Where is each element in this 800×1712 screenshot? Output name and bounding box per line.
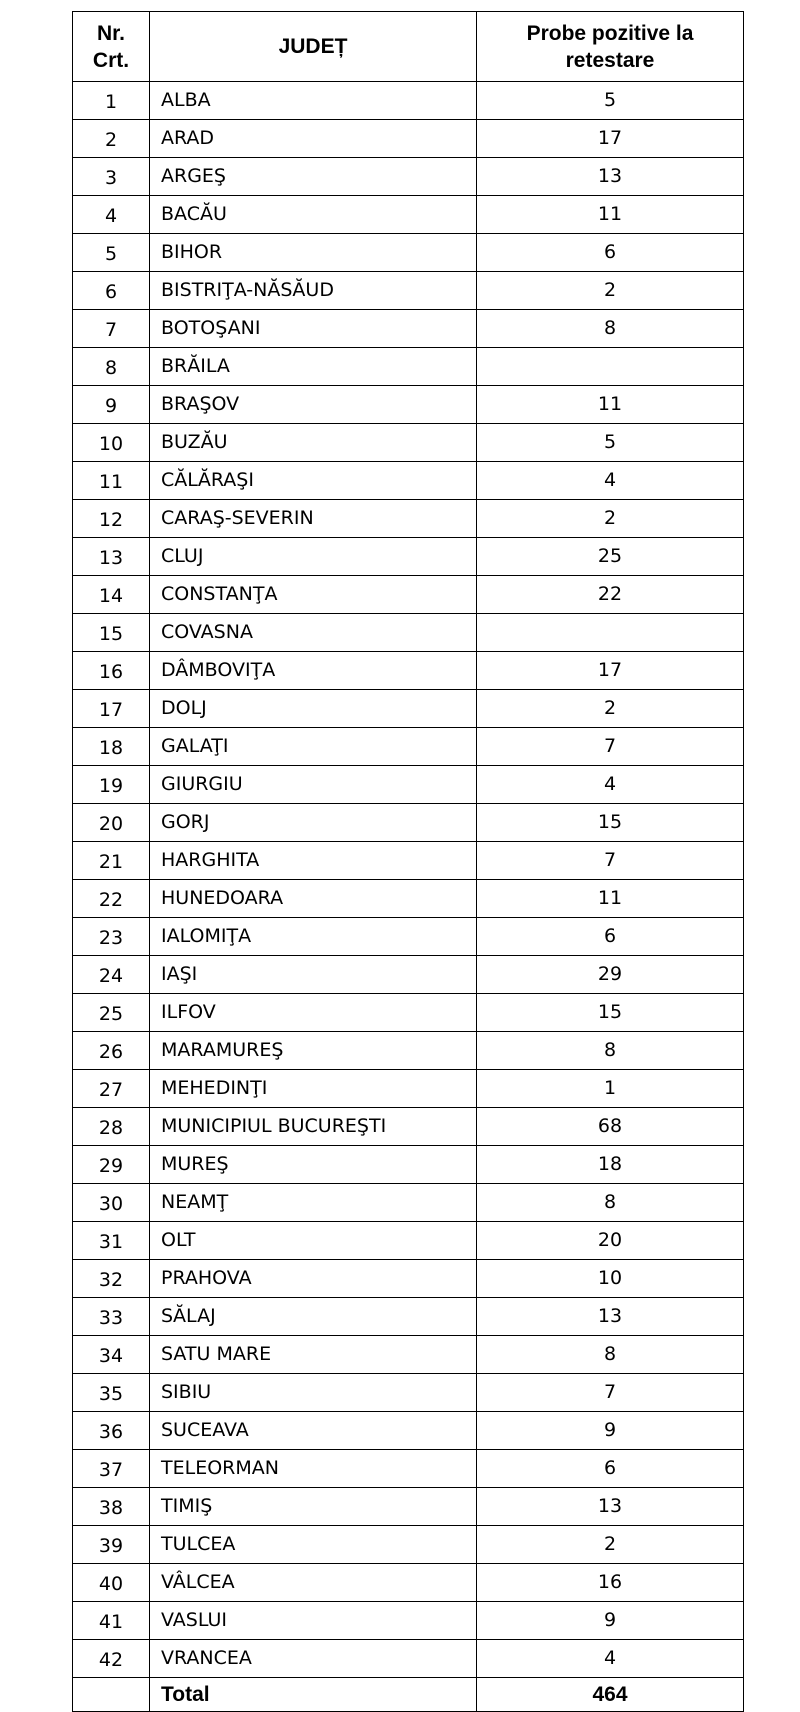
positive-count-cell: 11 (477, 880, 744, 918)
county-name-cell: ARAD (150, 120, 477, 158)
positive-count-cell: 11 (477, 386, 744, 424)
total-row (73, 1678, 744, 1712)
table-row (73, 1146, 744, 1184)
table-row (73, 804, 744, 842)
table-row (73, 462, 744, 500)
table-row (73, 348, 744, 386)
table-row (73, 538, 744, 576)
row-number-cell: 2 (73, 120, 150, 158)
row-number-cell: 31 (73, 1222, 150, 1260)
county-name-cell: BRAŞOV (150, 386, 477, 424)
retest-results-table (72, 11, 744, 1712)
positive-count-cell: 9 (477, 1602, 744, 1640)
county-name-cell: NEAMŢ (150, 1184, 477, 1222)
county-name-cell: TIMIŞ (150, 1488, 477, 1526)
county-name-cell: HARGHITA (150, 842, 477, 880)
positive-count-cell: 17 (477, 652, 744, 690)
county-name-cell: TULCEA (150, 1526, 477, 1564)
row-number-cell: 36 (73, 1412, 150, 1450)
positive-count-cell: 13 (477, 1298, 744, 1336)
row-number-cell: 12 (73, 500, 150, 538)
header-probe-pozitive (477, 12, 744, 82)
table-row (73, 1602, 744, 1640)
county-name-cell: BIHOR (150, 234, 477, 272)
county-name-cell: GALAŢI (150, 728, 477, 766)
table-row (73, 158, 744, 196)
positive-count-cell: 9 (477, 1412, 744, 1450)
positive-count-cell: 8 (477, 1336, 744, 1374)
table-header-row (73, 12, 744, 82)
table-row (73, 614, 744, 652)
row-number-cell: 39 (73, 1526, 150, 1564)
county-name-cell: IALOMIŢA (150, 918, 477, 956)
row-number-cell: 4 (73, 196, 150, 234)
table-row (73, 576, 744, 614)
table-row (73, 120, 744, 158)
positive-count-cell: 15 (477, 804, 744, 842)
county-name-cell: HUNEDOARA (150, 880, 477, 918)
table-row (73, 842, 744, 880)
positive-count-cell: 17 (477, 120, 744, 158)
row-number-cell: 35 (73, 1374, 150, 1412)
row-number-cell: 5 (73, 234, 150, 272)
row-number-cell: 9 (73, 386, 150, 424)
county-name-cell: SIBIU (150, 1374, 477, 1412)
positive-count-cell: 68 (477, 1108, 744, 1146)
row-number-cell: 14 (73, 576, 150, 614)
positive-count-cell: 4 (477, 462, 744, 500)
row-number-cell: 19 (73, 766, 150, 804)
county-name-cell: ILFOV (150, 994, 477, 1032)
positive-count-cell: 15 (477, 994, 744, 1032)
table-row (73, 196, 744, 234)
table-row (73, 310, 744, 348)
table-row (73, 766, 744, 804)
table-row (73, 1184, 744, 1222)
row-number-cell: 33 (73, 1298, 150, 1336)
positive-count-cell: 8 (477, 1032, 744, 1070)
county-name-cell: ALBA (150, 82, 477, 120)
table-row (73, 1298, 744, 1336)
table-row (73, 956, 744, 994)
table-body (73, 82, 744, 1712)
positive-count-cell: 4 (477, 1640, 744, 1678)
positive-count-cell: 16 (477, 1564, 744, 1602)
positive-count-cell: 2 (477, 500, 744, 538)
row-number-cell: 25 (73, 994, 150, 1032)
table-row (73, 880, 744, 918)
positive-count-cell: 2 (477, 272, 744, 310)
county-name-cell: CONSTANŢA (150, 576, 477, 614)
county-name-cell: BOTOŞANI (150, 310, 477, 348)
total-value: 464 (477, 1678, 744, 1712)
row-number-cell: 1 (73, 82, 150, 120)
table-row (73, 1450, 744, 1488)
positive-count-cell: 7 (477, 842, 744, 880)
row-number-cell: 42 (73, 1640, 150, 1678)
row-number-cell: 16 (73, 652, 150, 690)
row-number-cell: 7 (73, 310, 150, 348)
positive-count-cell: 6 (477, 918, 744, 956)
county-name-cell: SĂLAJ (150, 1298, 477, 1336)
row-number-cell: 40 (73, 1564, 150, 1602)
positive-count-cell: 2 (477, 1526, 744, 1564)
row-number-cell: 17 (73, 690, 150, 728)
row-number-cell: 6 (73, 272, 150, 310)
row-number-cell: 11 (73, 462, 150, 500)
positive-count-cell (477, 348, 744, 386)
positive-count-cell: 2 (477, 690, 744, 728)
county-name-cell: CARAŞ-SEVERIN (150, 500, 477, 538)
positive-count-cell: 13 (477, 1488, 744, 1526)
header-nr-line-1: Nr. (96, 21, 125, 45)
county-name-cell: DÂMBOVIŢA (150, 652, 477, 690)
positive-count-cell: 6 (477, 1450, 744, 1488)
row-number-cell: 34 (73, 1336, 150, 1374)
row-number-cell: 21 (73, 842, 150, 880)
county-name-cell: CĂLĂRAŞI (150, 462, 477, 500)
county-name-cell: OLT (150, 1222, 477, 1260)
positive-count-cell: 7 (477, 728, 744, 766)
header-nr-line-2: Crt. (92, 48, 130, 72)
table-row (73, 1564, 744, 1602)
county-name-cell: MUREŞ (150, 1146, 477, 1184)
positive-count-cell: 13 (477, 158, 744, 196)
row-number-cell: 32 (73, 1260, 150, 1298)
row-number-cell: 13 (73, 538, 150, 576)
table-row (73, 1032, 744, 1070)
header-probe-line-2: retestare (565, 48, 655, 72)
table-row (73, 1260, 744, 1298)
county-name-cell: PRAHOVA (150, 1260, 477, 1298)
row-number-cell: 26 (73, 1032, 150, 1070)
total-label: Total (150, 1678, 477, 1712)
total-empty-cell (73, 1678, 150, 1712)
county-name-cell: IAŞI (150, 956, 477, 994)
positive-count-cell: 5 (477, 82, 744, 120)
row-number-cell: 27 (73, 1070, 150, 1108)
table-row (73, 1526, 744, 1564)
county-name-cell: GIURGIU (150, 766, 477, 804)
positive-count-cell: 8 (477, 310, 744, 348)
county-name-cell: MEHEDINŢI (150, 1070, 477, 1108)
row-number-cell: 20 (73, 804, 150, 842)
county-name-cell: VRANCEA (150, 1640, 477, 1678)
county-name-cell: VÂLCEA (150, 1564, 477, 1602)
row-number-cell: 37 (73, 1450, 150, 1488)
table-row (73, 1640, 744, 1678)
county-name-cell: BRĂILA (150, 348, 477, 386)
row-number-cell: 10 (73, 424, 150, 462)
row-number-cell: 23 (73, 918, 150, 956)
positive-count-cell (477, 614, 744, 652)
county-name-cell: COVASNA (150, 614, 477, 652)
positive-count-cell: 18 (477, 1146, 744, 1184)
county-name-cell: MUNICIPIUL BUCUREŞTI (150, 1108, 477, 1146)
header-nr-crt (73, 12, 150, 82)
table-row (73, 1108, 744, 1146)
positive-count-cell: 20 (477, 1222, 744, 1260)
positive-count-cell: 1 (477, 1070, 744, 1108)
row-number-cell: 8 (73, 348, 150, 386)
row-number-cell: 3 (73, 158, 150, 196)
county-name-cell: MARAMUREŞ (150, 1032, 477, 1070)
table-row (73, 82, 744, 120)
row-number-cell: 28 (73, 1108, 150, 1146)
county-name-cell: SATU MARE (150, 1336, 477, 1374)
positive-count-cell: 7 (477, 1374, 744, 1412)
row-number-cell: 22 (73, 880, 150, 918)
county-name-cell: VASLUI (150, 1602, 477, 1640)
positive-count-cell: 11 (477, 196, 744, 234)
row-number-cell: 18 (73, 728, 150, 766)
row-number-cell: 41 (73, 1602, 150, 1640)
positive-count-cell: 29 (477, 956, 744, 994)
table-row (73, 728, 744, 766)
table-row (73, 1070, 744, 1108)
table-row (73, 500, 744, 538)
table-row (73, 1374, 744, 1412)
table-row (73, 386, 744, 424)
positive-count-cell: 8 (477, 1184, 744, 1222)
positive-count-cell: 22 (477, 576, 744, 614)
table-row (73, 918, 744, 956)
county-name-cell: BACĂU (150, 196, 477, 234)
table-row (73, 272, 744, 310)
table-row (73, 652, 744, 690)
header-judet: JUDEȚ (150, 12, 477, 82)
table-row (73, 234, 744, 272)
table-row (73, 994, 744, 1032)
county-name-cell: GORJ (150, 804, 477, 842)
row-number-cell: 38 (73, 1488, 150, 1526)
county-name-cell: CLUJ (150, 538, 477, 576)
table-row (73, 1488, 744, 1526)
table-row (73, 424, 744, 462)
county-name-cell: SUCEAVA (150, 1412, 477, 1450)
header-probe-line-1: Probe pozitive la (526, 21, 694, 45)
row-number-cell: 15 (73, 614, 150, 652)
county-name-cell: DOLJ (150, 690, 477, 728)
table-row (73, 1222, 744, 1260)
table-row (73, 690, 744, 728)
positive-count-cell: 6 (477, 234, 744, 272)
county-name-cell: TELEORMAN (150, 1450, 477, 1488)
positive-count-cell: 4 (477, 766, 744, 804)
table-row (73, 1412, 744, 1450)
county-name-cell: ARGEŞ (150, 158, 477, 196)
positive-count-cell: 25 (477, 538, 744, 576)
row-number-cell: 29 (73, 1146, 150, 1184)
county-name-cell: BUZĂU (150, 424, 477, 462)
row-number-cell: 30 (73, 1184, 150, 1222)
table-row (73, 1336, 744, 1374)
positive-count-cell: 5 (477, 424, 744, 462)
county-name-cell: BISTRIŢA-NĂSĂUD (150, 272, 477, 310)
positive-count-cell: 10 (477, 1260, 744, 1298)
row-number-cell: 24 (73, 956, 150, 994)
